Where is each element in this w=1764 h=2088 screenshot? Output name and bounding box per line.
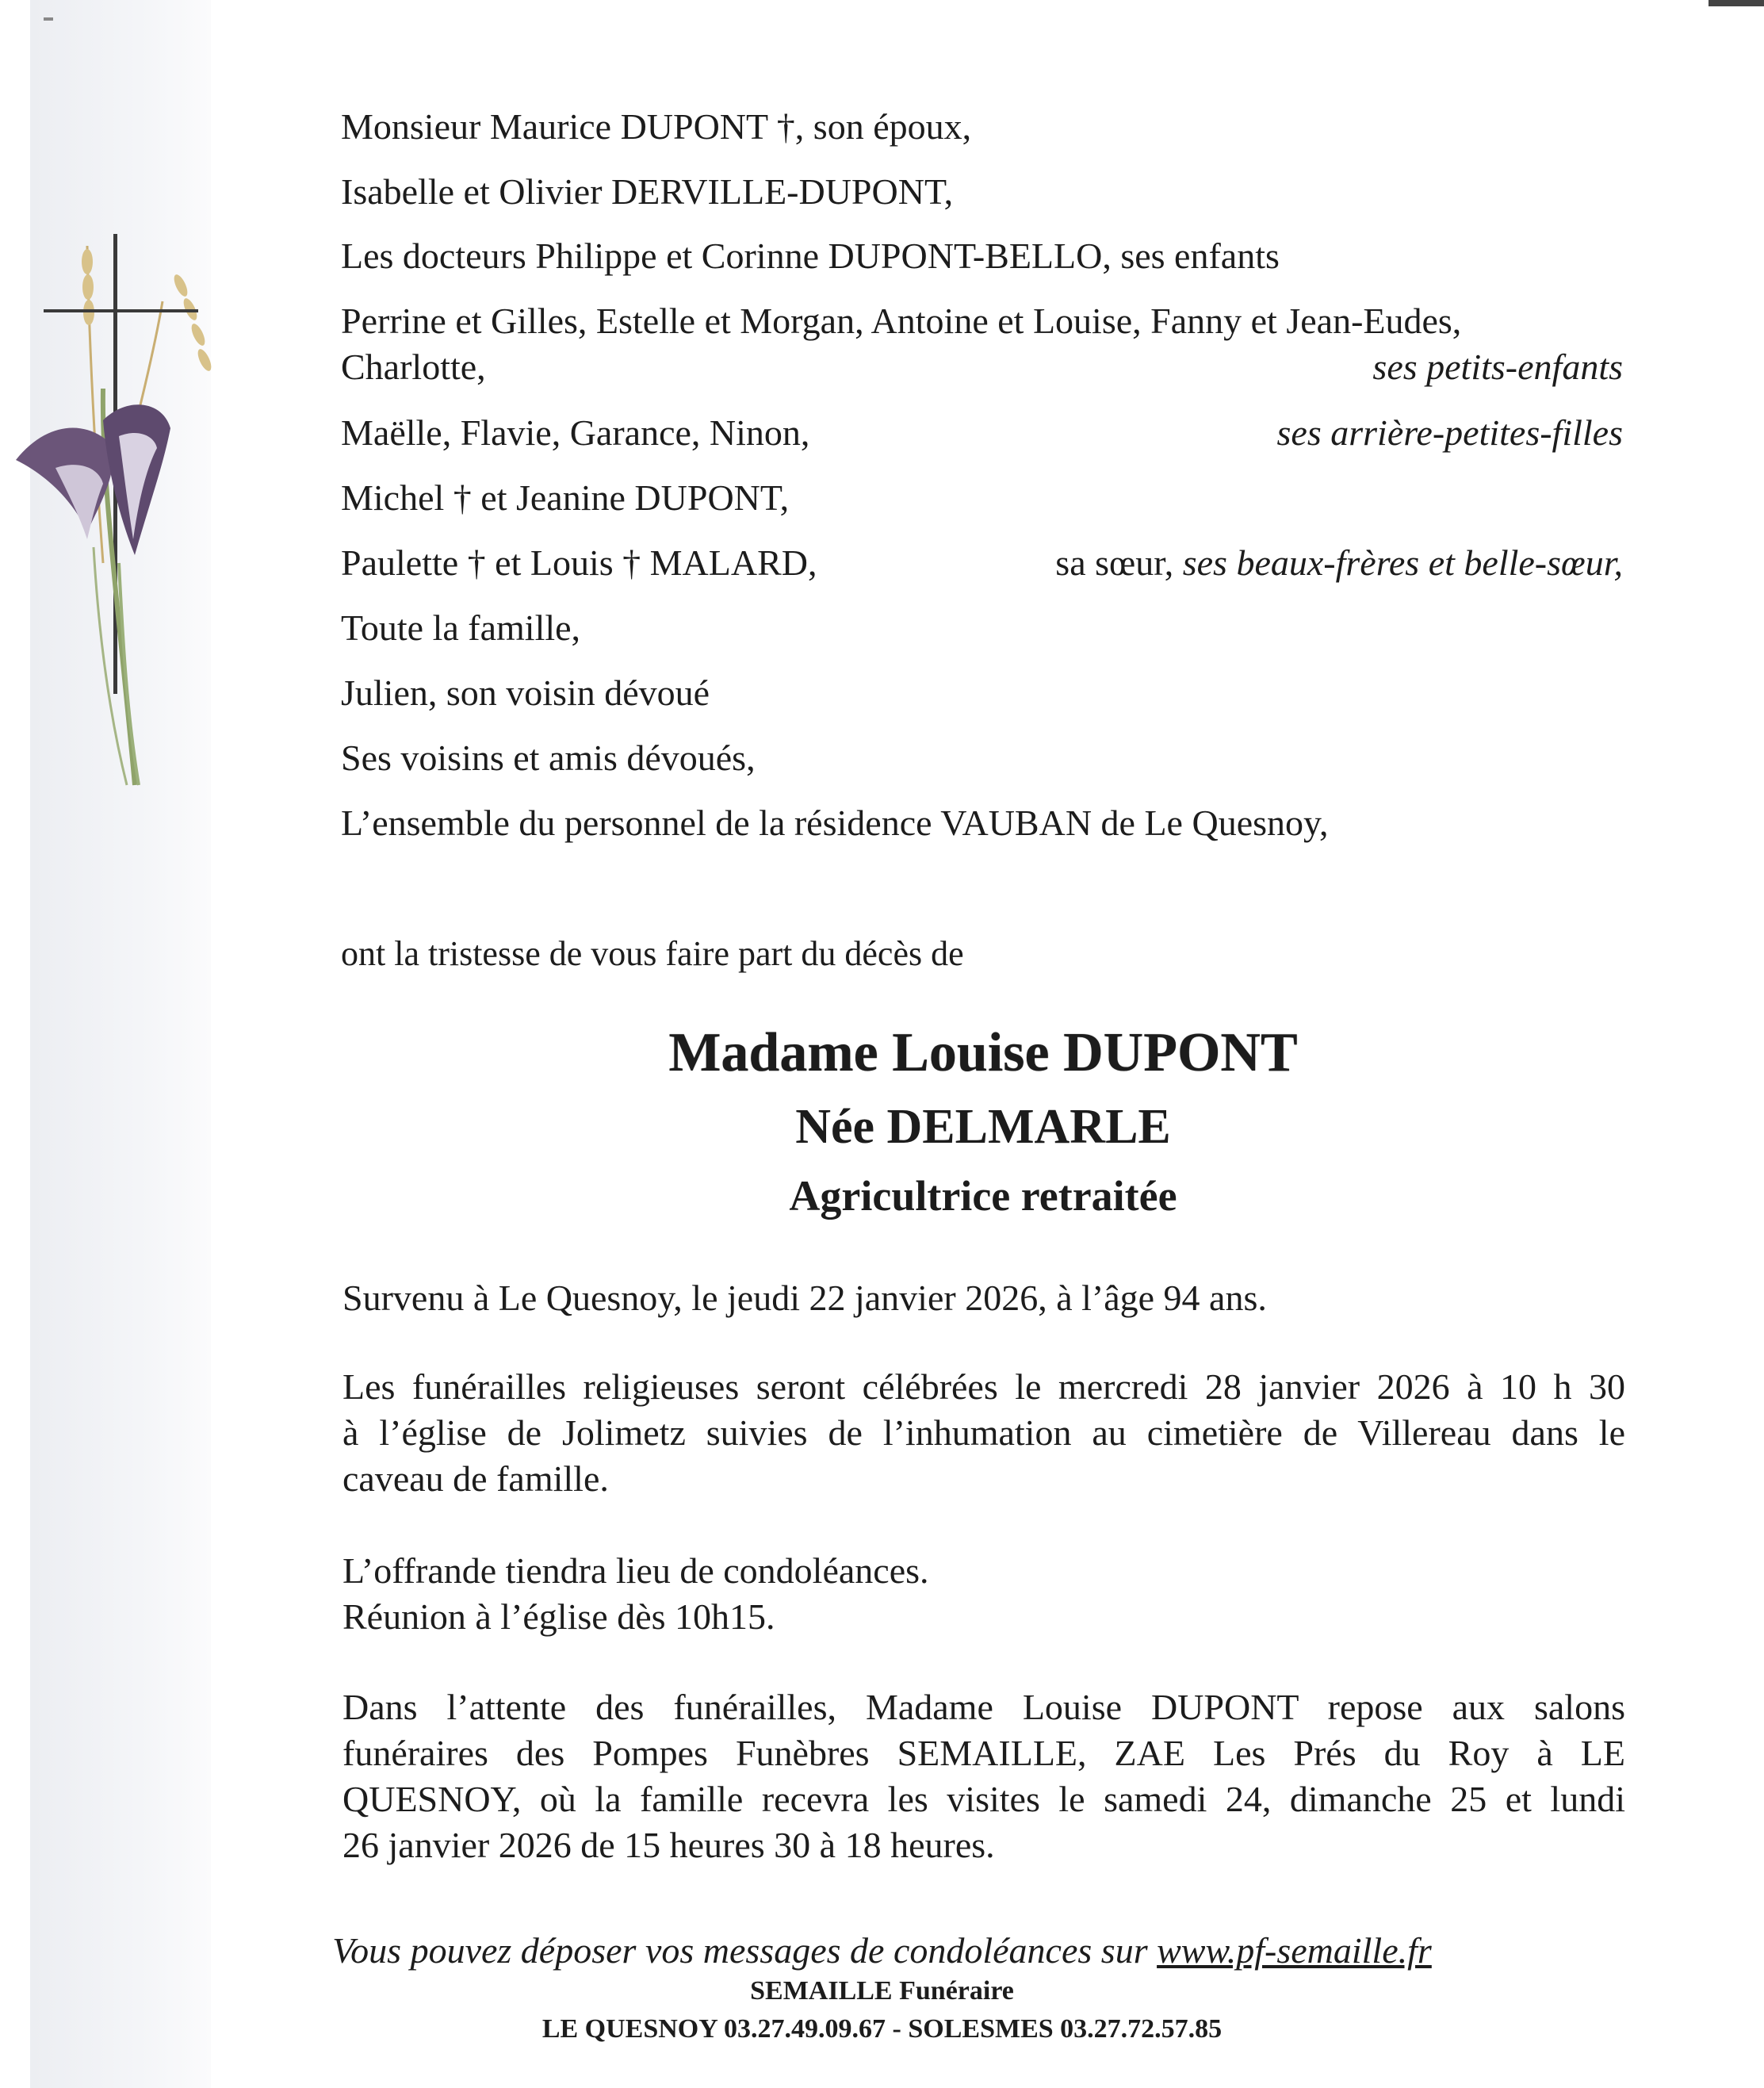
family-line-friends: Ses voisins et amis dévoués, <box>341 738 756 778</box>
footer-message <box>0 1929 1764 1973</box>
family-line-grandchildren-2: Charlotte, <box>341 347 486 387</box>
family-line-grandchildren-1: Perrine et Gilles, Estelle et Morgan, Antoine et Louise, Fanny et Jean-Eudes, <box>341 301 1462 341</box>
visits-details <box>342 1684 1625 1868</box>
footer-company: SEMAILLE Funéraire <box>750 1976 1014 2006</box>
funeral-line-1: Les funérailles religieuses seront célébrées le mercredi 28 janvier 2026 à 10 h 30 <box>342 1366 1625 1407</box>
role-siblings-italic: ses beaux-frères et belle-sœur, <box>1182 542 1623 583</box>
deceased-name: Madame Louise DUPONT <box>668 1022 1298 1083</box>
cross-flower-decoration <box>0 230 230 801</box>
family-line-all: Toute la famille, <box>341 607 581 648</box>
website-link[interactable]: www.pf-semaille.fr <box>1157 1930 1432 1971</box>
family-line-siblings-2: Paulette † et Louis † MALARD, <box>341 542 817 583</box>
visits-line-4: 26 janvier 2026 de 15 heures 30 à 18 heures. <box>342 1825 995 1865</box>
footer-phones: LE QUESNOY 03.27.49.09.67 - SOLESMES 03.27.72.57.85 <box>541 2014 1223 2044</box>
scan-mark <box>44 17 53 21</box>
condolence-notes <box>342 1548 1625 1640</box>
deceased-occupation: Agricultrice retraitée <box>789 1172 1177 1220</box>
visits-line-1: Dans l’attente des funérailles, Madame Louise DUPONT repose aux salons <box>342 1687 1625 1727</box>
notes-line-2: Réunion à l’église dès 10h15. <box>342 1596 775 1637</box>
visits-line-2: funéraires des Pompes Funèbres SEMAILLE, ZAE Les Prés du Roy à LE <box>342 1733 1625 1773</box>
family-line-siblings-1: Michel † et Jeanine DUPONT, <box>341 477 790 518</box>
death-details: Survenu à Le Quesnoy, le jeudi 22 janvier 2026, à l’âge 94 ans. <box>342 1278 1267 1318</box>
family-line-staff: L’ensemble du personnel de la résidence VAUBAN de Le Quesnoy, <box>341 803 1329 843</box>
notes-line-1: L’offrande tiendra lieu de condoléances. <box>342 1550 929 1591</box>
funeral-line-3: caveau de famille. <box>342 1458 609 1499</box>
footer-message-text: Vous pouvez déposer vos messages de condoléances sur <box>332 1930 1148 1971</box>
deceased-maiden-name: Née DELMARLE <box>795 1100 1171 1154</box>
family-line-spouse: Monsieur Maurice DUPONT †, son époux, <box>341 106 972 147</box>
announcement-text: ont la tristesse de vous faire part du décès de <box>341 934 964 973</box>
family-line-children-2: Les docteurs Philippe et Corinne DUPONT-BELLO, ses enfants <box>341 236 1280 276</box>
role-siblings <box>1055 541 1623 585</box>
visits-line-3: QUESNOY, où la famille recevra les visites le samedi 24, dimanche 25 et lundi <box>342 1779 1625 1819</box>
family-line-great-grandchildren: Maëlle, Flavie, Garance, Ninon, <box>341 412 810 453</box>
family-line-children-1: Isabelle et Olivier DERVILLE-DUPONT, <box>341 171 954 212</box>
scan-mark <box>1709 0 1764 6</box>
role-grandchildren: ses petits-enfants <box>1372 347 1623 387</box>
funeral-details <box>342 1364 1625 1502</box>
role-siblings-plain: sa sœur, <box>1055 542 1174 583</box>
funeral-line-2: à l’église de Jolimetz suivies de l’inhumation au cimetière de Villereau dans le <box>342 1412 1625 1453</box>
role-great-grandchildren: ses arrière-petites-filles <box>1276 412 1623 453</box>
family-line-neighbor: Julien, son voisin dévoué <box>341 672 710 713</box>
